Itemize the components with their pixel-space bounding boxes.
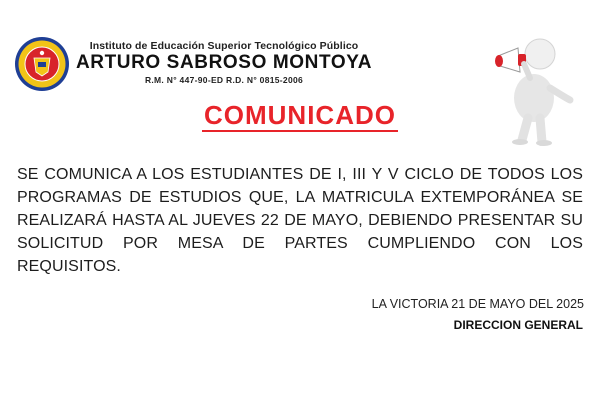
notice-body: SE COMUNICA A LOS ESTUDIANTES DE I, III Y V CICLO DE TODOS LOS PROGRAMAS DE ESTUDIOS QUE, LA MATRICULA EXTEMPORÁNEA SE REALIZARÁ HASTA AL JUEVES 22 DE MAYO, DEBIENDO PRESENTAR SU SOLICITUD POR MESA DE PARTES CUMPLIENDO CON LOS REQUISITOS. [17,166,583,275]
institution-seal-icon [14,36,70,92]
institution-logo [14,36,70,92]
notice-title-text: COMUNICADO [204,100,396,130]
institute-name: ARTURO SABROSO MONTOYA [75,52,373,73]
institute-type: Instituto de Educación Superior Tecnológico Público [89,40,359,52]
resolution-numbers: R.M. N° 447-90-ED R.D. N° 0815-2006 [144,75,304,85]
institution-header [74,40,374,85]
date-line: LA VICTORIA 21 DE MAYO DEL 2025 [371,297,584,311]
signature: DIRECCION GENERAL [453,318,583,332]
notice-title [0,100,600,131]
